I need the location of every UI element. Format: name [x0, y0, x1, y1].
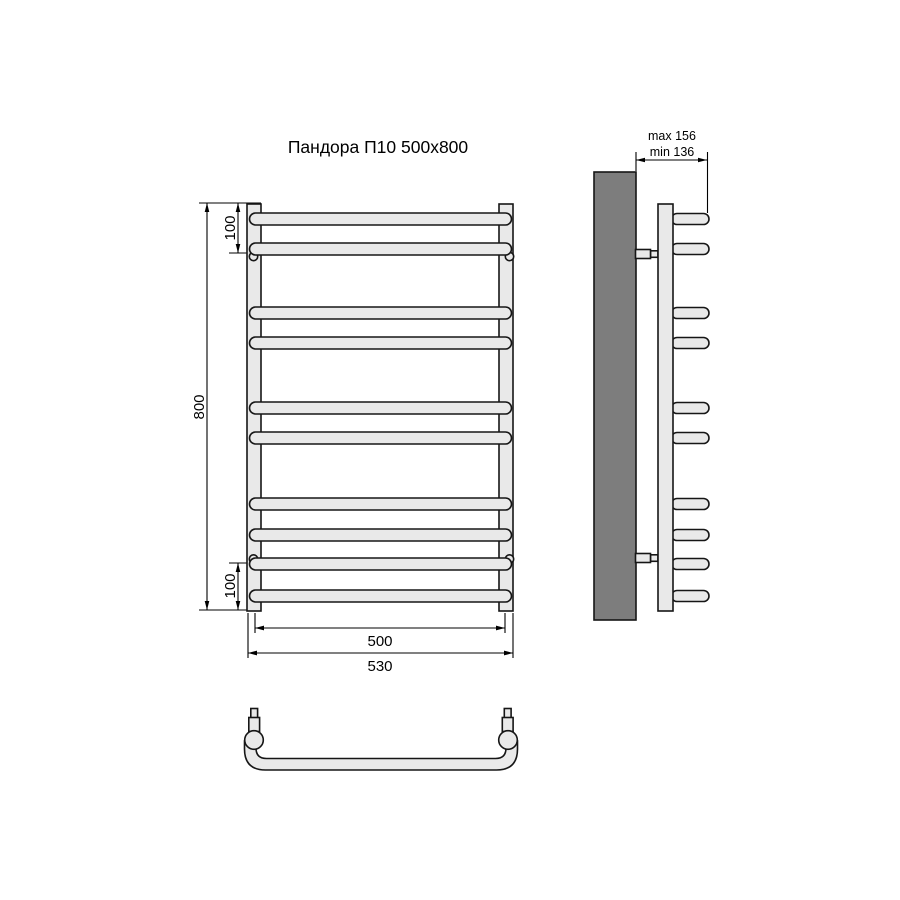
dimension-label-max-depth: max 156 — [648, 129, 696, 143]
rungs — [250, 213, 512, 602]
rung — [250, 337, 512, 349]
dimension-overall-width-530 — [248, 651, 513, 675]
wall-bracket-top — [636, 250, 659, 259]
rung-tip — [672, 214, 710, 225]
arrowhead — [248, 651, 257, 656]
rung — [250, 402, 512, 414]
front-view — [191, 203, 514, 675]
rung — [250, 432, 512, 444]
rung — [250, 213, 512, 225]
connector-stub — [249, 718, 260, 732]
rung-tip — [672, 530, 710, 541]
dimension-label-axis-width: 500 — [367, 633, 393, 650]
arrowhead — [636, 158, 645, 163]
collector-cross-section — [499, 731, 518, 750]
rung-tip — [672, 403, 710, 414]
rung — [250, 529, 512, 541]
dimension-top-offset-100 — [222, 203, 240, 253]
bracket-pin — [651, 555, 659, 562]
rung — [250, 498, 512, 510]
rung — [250, 307, 512, 319]
arrowhead — [504, 651, 513, 656]
dimension-label-bottom-offset: 100 — [222, 573, 239, 599]
rung-tips — [672, 214, 710, 602]
collector-pipe-profile — [658, 204, 673, 611]
side-view — [594, 129, 709, 620]
arrowhead — [236, 563, 241, 572]
collector-cross-section — [245, 731, 264, 750]
dimension-label-top-offset: 100 — [222, 215, 239, 241]
arrowhead — [205, 203, 210, 212]
dimension-height-800 — [191, 203, 209, 610]
rung — [250, 558, 512, 570]
dimension-label-overall-width: 530 — [367, 658, 393, 675]
curved-rung-tube — [245, 741, 518, 770]
rung-tip — [672, 559, 710, 570]
wall-bracket-bottom — [636, 554, 659, 563]
arrowhead — [205, 601, 210, 610]
wall — [594, 172, 636, 620]
rung-tip — [672, 244, 710, 255]
rung-tip — [672, 591, 710, 602]
bracket-pin — [651, 251, 659, 257]
dimension-depth — [636, 129, 708, 213]
dimension-label-height: 800 — [191, 394, 208, 420]
dimension-bottom-offset-100 — [222, 563, 240, 610]
arrowhead — [496, 626, 505, 631]
rung — [250, 590, 512, 602]
arrowhead — [236, 244, 241, 253]
drawing-title: Пандора П10 500x800 — [287, 137, 469, 157]
arrowhead — [236, 203, 241, 212]
bracket-sleeve — [636, 554, 651, 563]
rung-tip — [672, 433, 710, 444]
rung-tip — [672, 499, 710, 510]
dimension-label-min-depth: min 136 — [649, 145, 695, 159]
bottom-view — [245, 709, 518, 771]
dimension-axis-width-500 — [255, 626, 505, 650]
arrowhead — [236, 601, 241, 610]
bracket-sleeve — [636, 250, 651, 259]
rung-tip — [672, 308, 710, 319]
rung-tip — [672, 338, 710, 349]
connector-stub — [502, 718, 513, 732]
arrowhead — [255, 626, 264, 631]
rung — [250, 243, 512, 255]
connector-stubs — [249, 709, 513, 732]
arrowhead — [698, 158, 707, 163]
